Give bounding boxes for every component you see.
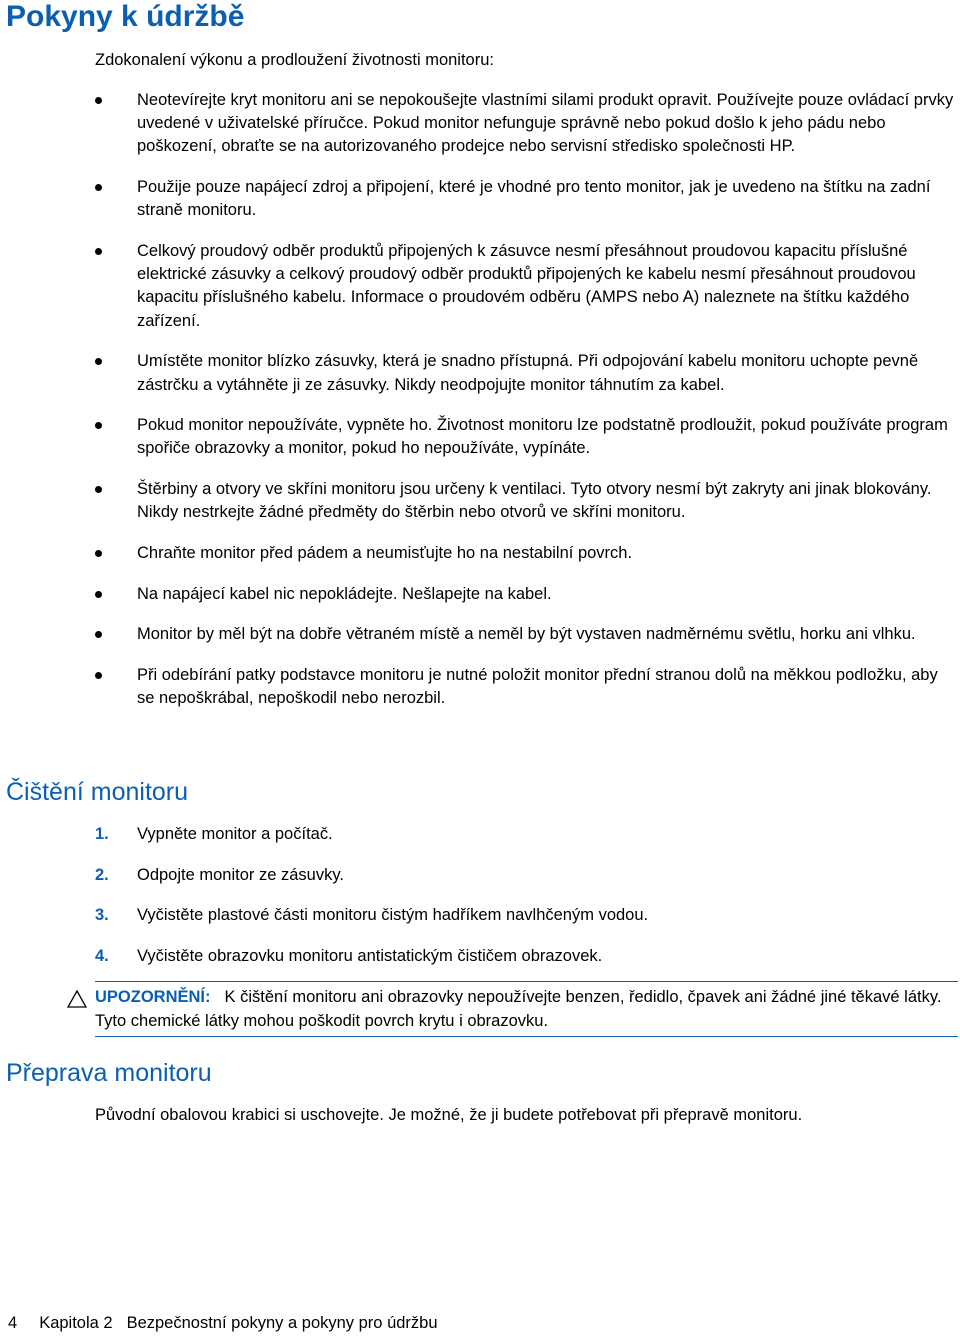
- step-text: Odpojte monitor ze zásuvky.: [137, 865, 344, 884]
- list-item: [95, 176, 957, 222]
- step-item: [95, 945, 955, 968]
- step-text: Vyčistěte plastové části monitoru čistým hadříkem navlhčeným vodou.: [137, 906, 649, 925]
- bullet-dot: [95, 486, 102, 493]
- step-number: 4.: [95, 947, 109, 966]
- bullet-dot: [95, 97, 102, 104]
- list-item-text: Celkový proudový odběr produktů připojených k zásuvce nesmí přesáhnout proudovou kapacitu příslušné elektrické zásuvky a celkový proudový odběr produktů připojených ke kabelu nesmí přesáhnout proudovou kapacitu příslušného kabelu. Informace o proudovém odběru (AMPS nebo A) naleznete na štítku každého zařízení.: [137, 242, 916, 330]
- caution-text: K čištění monitoru ani obrazovky nepoužívejte benzen, ředidlo, čpavek ani žádné jiné těkavé látky. Tyto chemické látky mohou poškodit povrch krytu i obrazovku.: [95, 988, 942, 1030]
- warning-triangle-icon: [67, 990, 87, 1008]
- list-item: [95, 478, 957, 524]
- list-item: [95, 89, 957, 159]
- list-item-text: Štěrbiny a otvory ve skříni monitoru jsou určeny k ventilaci. Tyto otvory nesmí být zakryty ani jinak blokovány. Nikdy nestrkejte žádné předměty do štěrbin nebo otvorů ve skříni monitoru.: [137, 480, 932, 522]
- list-item-text: Umístěte monitor blízko zásuvky, která je snadno přístupná. Při odpojování kabelu monitoru uchopte pevně zástrčku a vytáhněte ji ze zásuvky. Nikdy neodpojujte monitor táhnutím za kabel.: [137, 352, 919, 394]
- step-item: [95, 904, 955, 927]
- list-item: [95, 350, 957, 396]
- cleaning-steps-list: [95, 823, 955, 986]
- list-item-text: Na napájecí kabel nic nepokládejte. Nešlapejte na kabel.: [137, 584, 552, 603]
- bullet-dot: [95, 184, 102, 191]
- step-text: Vyčistěte obrazovku monitoru antistatickým čističem obrazovek.: [137, 947, 603, 966]
- bullet-dot: [95, 358, 102, 365]
- page-title: Pokyny k údržbě: [6, 0, 245, 33]
- list-item: [95, 240, 957, 333]
- list-item-text: Chraňte monitor před pádem a neumisťujte ho na nestabilní povrch.: [137, 544, 633, 563]
- transport-heading: Přeprava monitoru: [6, 1059, 212, 1087]
- step-item: [95, 823, 955, 846]
- list-item-text: Při odebírání patky podstavce monitoru je nutné položit monitor přední stranou dolů na měkkou podložku, aby se nepoškrábal, nepoškodil nebo nerozbil.: [137, 666, 938, 708]
- caution-label: UPOZORNĚNÍ:: [95, 988, 211, 1006]
- list-item: [95, 542, 957, 565]
- step-number: 1.: [95, 825, 109, 843]
- list-item: [95, 664, 957, 710]
- list-item-text: Monitor by měl být na dobře větraném místě a neměl by být vystaven nadměrnému světlu, horku ani vlhku.: [137, 625, 916, 644]
- step-number: 2.: [95, 865, 109, 884]
- transport-text: Původní obalovou krabici si uschovejte. Je možné, že ji budete potřebovat při přepravě monitoru.: [95, 1106, 803, 1124]
- list-item: [95, 623, 957, 646]
- list-item: [95, 583, 957, 606]
- list-item-text: Použije pouze napájecí zdroj a připojení, které je vhodné pro tento monitor, jak je uvedeno na štítku na zadní straně monitoru.: [137, 178, 931, 220]
- list-item-text: Neotevírejte kryt monitoru ani se nepokoušejte vlastními silami produkt opravit. Používejte pouze ovládací prvky uvedené v uživatelské příručce. Pokud monitor nefunguje správně nebo pokud došlo k jeho pádu nebo poškození, obraťte se na autorizovaného prodejce nebo servisní středisko společnosti HP.: [137, 91, 954, 156]
- footer-page-number: 4: [8, 1314, 18, 1332]
- cleaning-heading: Čištění monitoru: [6, 778, 189, 806]
- bullet-dot: [95, 248, 102, 255]
- step-item: [95, 864, 955, 887]
- bullet-dot: [95, 550, 102, 557]
- bullet-dot: [95, 672, 102, 679]
- step-text: Vypněte monitor a počítač.: [137, 825, 333, 843]
- bullet-dot: [95, 591, 102, 598]
- maintenance-tips-list: [95, 89, 957, 728]
- list-item: [95, 414, 957, 460]
- footer-chapter: Kapitola 2: [39, 1314, 113, 1332]
- caution-box: [95, 981, 958, 1037]
- footer-chapter-title: Bezpečnostní pokyny a pokyny pro údržbu: [126, 1314, 438, 1332]
- page-footer: [8, 1312, 438, 1335]
- bullet-dot: [95, 422, 102, 429]
- list-item-text: Pokud monitor nepoužíváte, vypněte ho. Životnost monitoru lze podstatně prodloužit, pokud používáte program spořiče obrazovky a monitor, pokud ho nepoužíváte, vypínáte.: [137, 416, 948, 458]
- bullet-dot: [95, 631, 102, 638]
- step-number: 3.: [95, 906, 109, 925]
- intro-text: Zdokonalení výkonu a prodloužení životnosti monitoru:: [95, 51, 494, 69]
